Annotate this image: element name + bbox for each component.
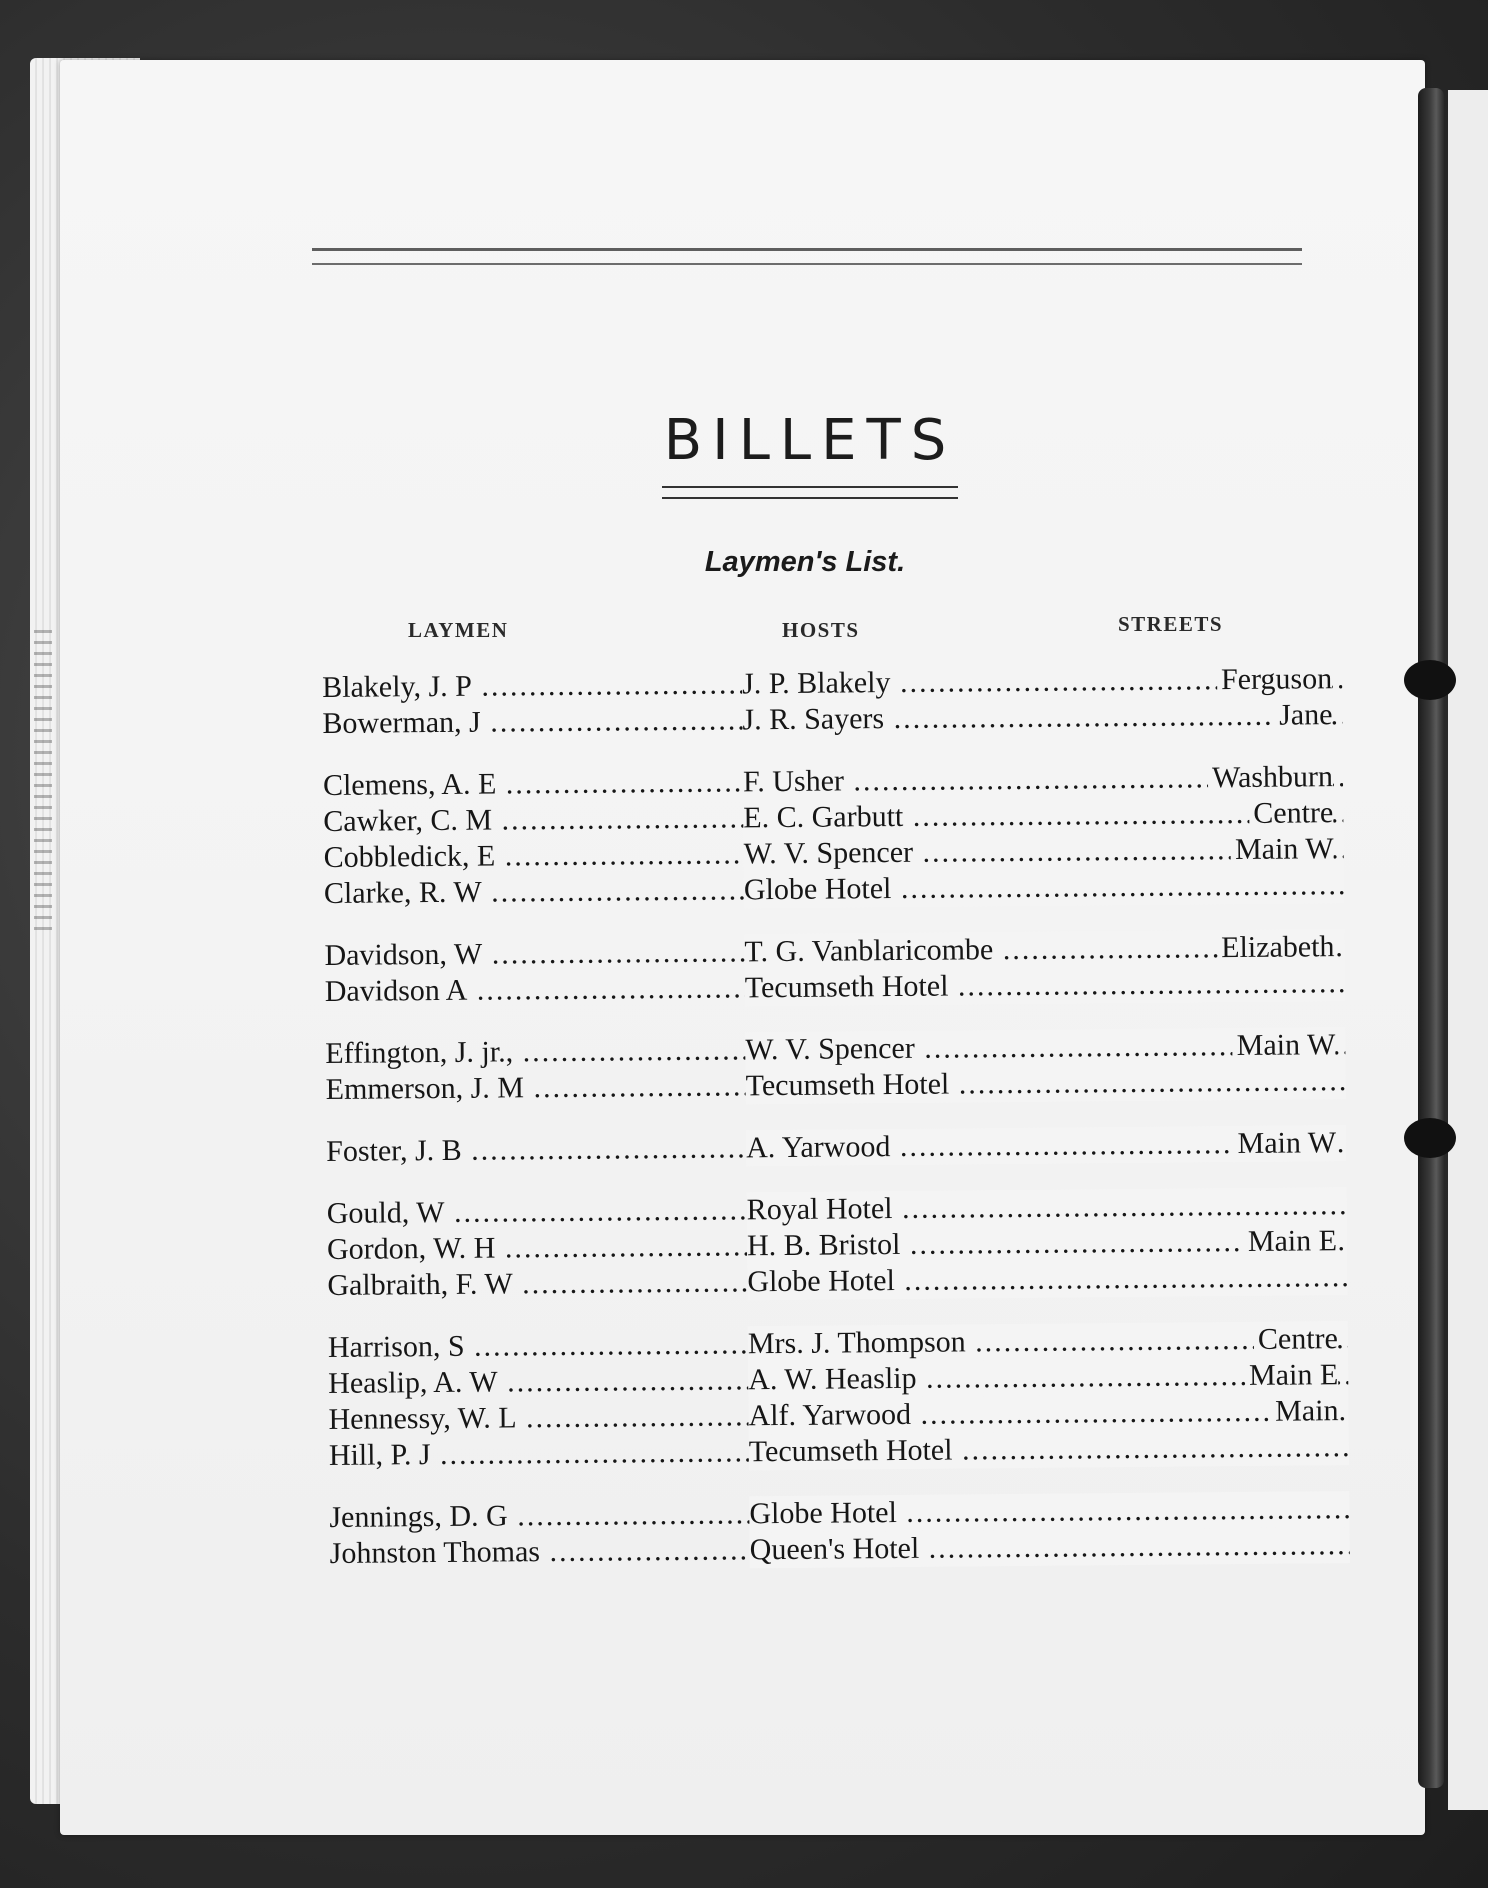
title-underline bbox=[662, 486, 958, 499]
facing-page-edge bbox=[1448, 90, 1488, 1810]
layman-name: Johnston Thomas ..... bbox=[330, 1532, 750, 1572]
street-name: Main E bbox=[1244, 1223, 1337, 1260]
street-name: Ferguson bbox=[1217, 661, 1332, 698]
layman-name: Hill, P. J ..... bbox=[329, 1434, 749, 1474]
layman-name: Harrison, S ..... bbox=[328, 1326, 748, 1366]
host-name: W. V. Spencer ..... bbox=[743, 831, 1343, 872]
layman-name: Bowerman, J ..... bbox=[322, 702, 742, 742]
host-name: Globe Hotel ..... bbox=[747, 1259, 1347, 1300]
host-name: F. Usher ..... bbox=[743, 759, 1343, 800]
layman-name: Davidson A ..... bbox=[325, 970, 745, 1010]
billet-list bbox=[322, 661, 1340, 1572]
layman-name: Blakely, J. P ..... bbox=[322, 666, 742, 706]
column-header-streets: STREETS bbox=[1118, 612, 1224, 636]
street-name: Centre bbox=[1249, 795, 1333, 832]
street-name: Main bbox=[1271, 1393, 1339, 1430]
host-name: Mrs. J. Thompson ..... bbox=[748, 1321, 1348, 1362]
page-subtitle: Laymen's List. bbox=[704, 546, 906, 578]
host-name: Tecumseth Hotel ..... bbox=[749, 1429, 1349, 1470]
host-name: E. C. Garbutt ..... bbox=[743, 795, 1343, 836]
host-name: A. W. Heaslip ..... bbox=[748, 1357, 1348, 1398]
host-name: Globe Hotel ..... bbox=[749, 1491, 1349, 1532]
host-name: T. G. Vanblaricombe ..... bbox=[744, 929, 1344, 970]
top-double-rule bbox=[312, 248, 1302, 265]
host-name: Alf. Yarwood ..... bbox=[748, 1393, 1348, 1434]
column-header-hosts: HOSTS bbox=[782, 618, 860, 642]
layman-name: Effington, J. jr., ..... bbox=[325, 1032, 745, 1072]
host-name: H. B. Bristol ..... bbox=[747, 1223, 1347, 1264]
layman-name: Foster, J. B ..... bbox=[326, 1130, 746, 1170]
layman-name: Heaslip, A. W ..... bbox=[328, 1362, 748, 1402]
street-name: Main W bbox=[1233, 1125, 1336, 1162]
host-name: A. Yarwood ..... bbox=[746, 1125, 1346, 1166]
host-name: W. V. Spencer ..... bbox=[745, 1027, 1345, 1068]
list-item bbox=[327, 1259, 1337, 1304]
host-name: J. P. Blakely ..... bbox=[742, 661, 1342, 702]
list-item bbox=[322, 697, 1332, 742]
host-name: Queen's Hotel ..... bbox=[750, 1527, 1350, 1568]
street-name: Main W bbox=[1231, 831, 1334, 868]
host-name: Tecumseth Hotel ..... bbox=[745, 1063, 1345, 1104]
column-header-laymen: LAYMEN bbox=[408, 618, 509, 642]
page-title: BILLETS bbox=[663, 408, 957, 473]
book-spine bbox=[1418, 88, 1444, 1788]
host-name: Royal Hotel ..... bbox=[747, 1187, 1347, 1228]
street-name: Main E bbox=[1245, 1357, 1338, 1394]
layman-name: Davidson, W ..... bbox=[324, 934, 744, 974]
layman-name: Clemens, A. E ..... bbox=[323, 764, 743, 804]
binding-stitch bbox=[1404, 1118, 1456, 1158]
binding-stitch bbox=[1404, 660, 1456, 700]
layman-name: Jennings, D. G ..... bbox=[329, 1496, 749, 1536]
host-name: Tecumseth Hotel ..... bbox=[745, 965, 1345, 1006]
list-item bbox=[326, 1063, 1336, 1108]
edge-smudge bbox=[34, 630, 52, 930]
list-item bbox=[325, 965, 1335, 1010]
street-name: Centre bbox=[1254, 1321, 1338, 1358]
layman-name: Gould, W ..... bbox=[327, 1192, 747, 1232]
street-name: Washburn bbox=[1208, 759, 1333, 796]
street-name: Elizabeth bbox=[1217, 929, 1335, 966]
street-name: Jane bbox=[1275, 697, 1333, 733]
street-name: Main W bbox=[1233, 1027, 1336, 1064]
layman-name: Hennessy, W. L ..... bbox=[328, 1398, 748, 1438]
host-name: J. R. Sayers ..... bbox=[742, 697, 1342, 738]
list-item bbox=[326, 1125, 1336, 1170]
layman-name: Clarke, R. W ..... bbox=[324, 872, 744, 912]
layman-name: Cobbledick, E ..... bbox=[323, 836, 743, 876]
layman-name: Gordon, W. H ..... bbox=[327, 1228, 747, 1268]
host-name: Globe Hotel ..... bbox=[744, 867, 1344, 908]
layman-name: Cawker, C. M ..... bbox=[323, 800, 743, 840]
list-item bbox=[329, 1429, 1339, 1474]
layman-name: Galbraith, F. W ..... bbox=[327, 1264, 747, 1304]
layman-name: Emmerson, J. M ..... bbox=[326, 1068, 746, 1108]
list-item bbox=[324, 867, 1334, 912]
